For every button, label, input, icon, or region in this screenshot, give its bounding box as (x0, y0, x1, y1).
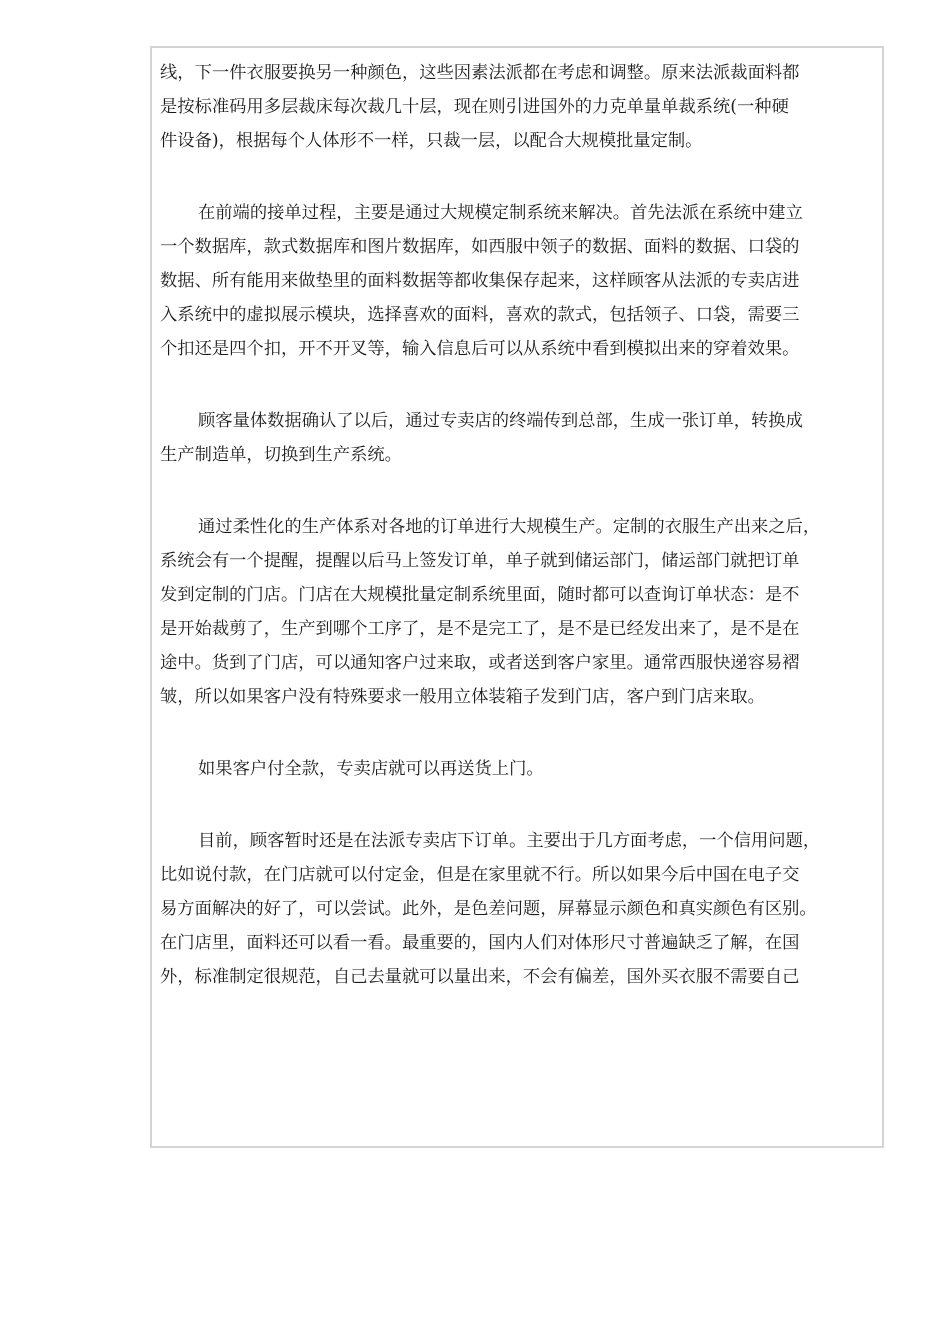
text-line: 系统会有一个提醒，提醒以后马上签发订单，单子就到储运部门，储运部门就把订单 (160, 551, 800, 571)
text-line: 外，标准制定很规范，自己去量就可以量出来，不会有偏差，国外买衣服不需要自己 (160, 967, 800, 987)
text-line: 数据、所有能用来做垫里的面料数据等都收集保存起来，这样顾客从法派的专卖店进 (160, 271, 800, 291)
text-line: 是按标准码用多层裁床每次裁几十层，现在则引进国外的力克单量单裁系统(一种硬 (160, 97, 789, 117)
text-line: 易方面解决的好了，可以尝试。此外，是色差问题，屏幕显示颜色和真实颜色有区别。 (160, 899, 817, 919)
text-line: 件设备)，根据每个人体形不一样，只裁一层，以配合大规模批量定制。 (160, 131, 703, 151)
paragraph (160, 824, 880, 994)
text-line: 在前端的接单过程，主要是通过大规模定制系统来解决。首先法派在系统中建立 (198, 203, 803, 223)
text-line: 目前，顾客暂时还是在法派专卖店下订单。主要出于几方面考虑，一个信用问题， (198, 831, 821, 851)
paragraph (160, 404, 880, 472)
paragraph (160, 510, 880, 714)
text-line: 生产制造单，切换到生产系统。 (160, 445, 402, 465)
text-line: 是开始裁剪了，生产到哪个工序了，是不是完工了，是不是已经发出来了，是不是在 (160, 619, 800, 639)
text-line: 途中。货到了门店，可以通知客户过来取，或者送到客户家里。通常西服快递容易褶 (160, 653, 800, 673)
text-line: 在门店里，面料还可以看一看。最重要的，国内人们对体形尺寸普遍缺乏了解，在国 (160, 933, 800, 953)
text-line: 一个数据库，款式数据库和图片数据库，如西服中领子的数据、面料的数据、口袋的 (160, 237, 800, 257)
text-line: 皱，所以如果客户没有特殊要求一般用立体装箱子发到门店，客户到门店来取。 (160, 687, 765, 707)
paragraph (160, 56, 880, 158)
paragraph (160, 196, 880, 366)
document-body (160, 56, 880, 994)
text-line: 顾客量体数据确认了以后，通过专卖店的终端传到总部，生成一张订单，转换成 (198, 411, 803, 431)
text-line: 发到定制的门店。门店在大规模批量定制系统里面，随时都可以查询订单状态：是不 (160, 585, 800, 605)
paragraph (160, 752, 880, 786)
text-line: 入系统中的虚拟展示模块，选择喜欢的面料，喜欢的款式，包括领子、口袋，需要三 (160, 305, 800, 325)
text-line: 个扣还是四个扣，开不开叉等，输入信息后可以从系统中看到模拟出来的穿着效果。 (160, 339, 800, 359)
text-line: 通过柔性化的生产体系对各地的订单进行大规模生产。定制的衣服生产出来之后， (198, 517, 821, 537)
text-line: 线，下一件衣服要换另一种颜色，这些因素法派都在考虑和调整。原来法派裁面料都 (160, 63, 800, 83)
text-line: 比如说付款，在门店就可以付定金，但是在家里就不行。所以如果今后中国在电子交 (160, 865, 800, 885)
text-line: 如果客户付全款，专卖店就可以再送货上门。 (198, 759, 544, 779)
